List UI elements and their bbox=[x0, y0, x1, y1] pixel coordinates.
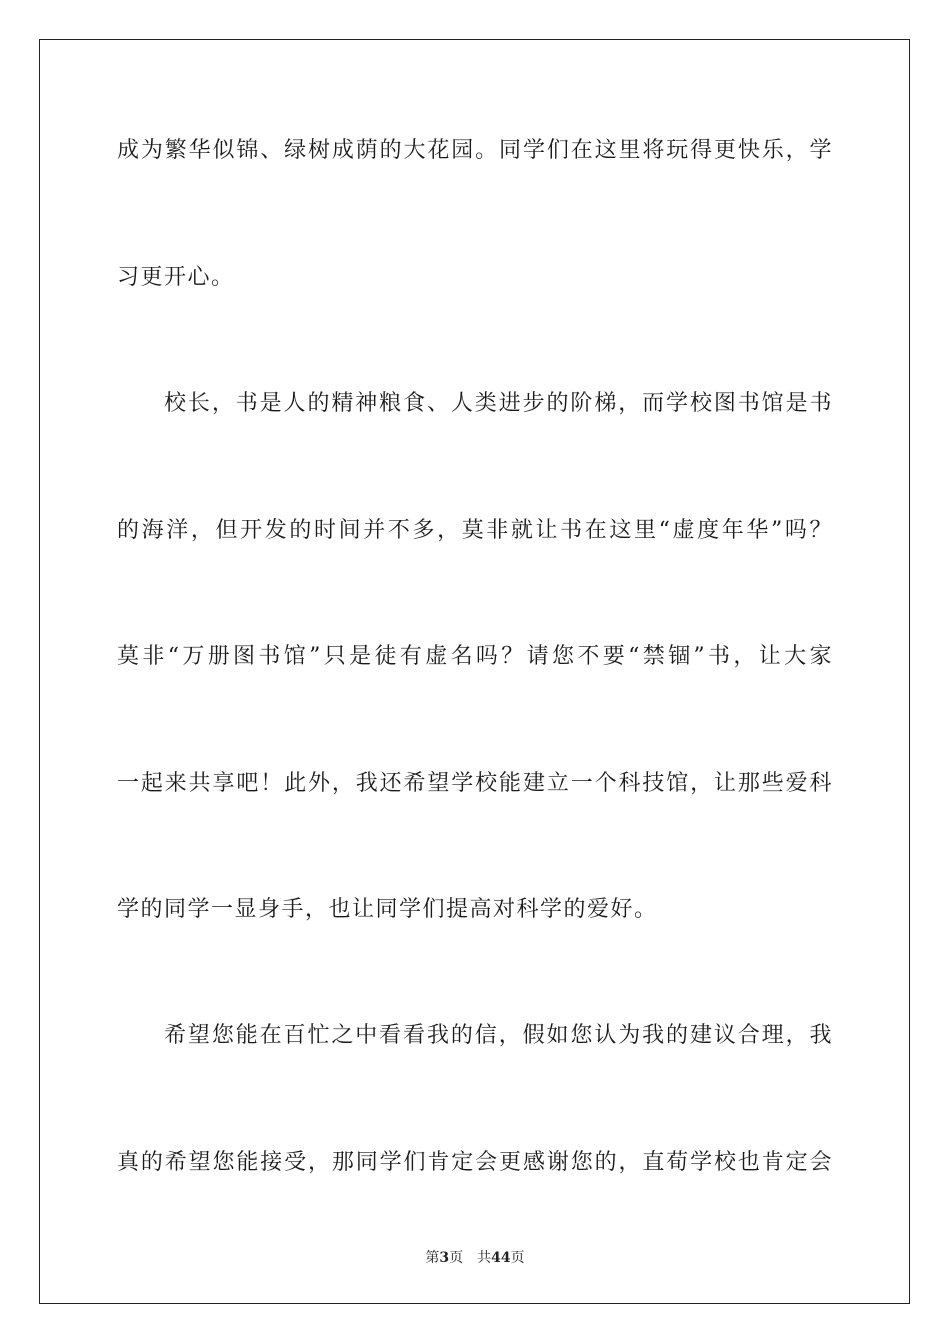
page-suffix: 页 bbox=[449, 1250, 464, 1266]
page-footer bbox=[0, 1248, 950, 1268]
total-pages: 44 bbox=[491, 1250, 511, 1266]
text-line: 的海洋，但开发的时间并不多，莫非就让书在这里“虚度年华”吗？ bbox=[117, 518, 833, 543]
text-line: 成为繁华似锦、绿树成荫的大花园。同学们在这里将玩得更快乐，学 bbox=[117, 138, 833, 163]
page-prefix: 第 bbox=[425, 1250, 440, 1266]
text-line: 习更开心。 bbox=[117, 265, 235, 290]
text-line: 莫非“万册图书馆”只是徒有虚名吗？请您不要“禁锢”书，让大家 bbox=[117, 644, 833, 669]
text-line: 真的希望您能接受，那同学们肯定会更感谢您的，直荀学校也肯定会 bbox=[117, 1150, 833, 1175]
paragraph-first-line: 希望您能在百忙之中看看我的信，假如您认为我的建议合理，我 bbox=[164, 1023, 833, 1048]
total-prefix: 共 bbox=[477, 1250, 492, 1266]
text-line: 一起来共享吧！此外，我还希望学校能建立一个科技馆，让那些爱科 bbox=[117, 771, 833, 796]
text-line: 学的同学一显身手，也让同学们提高对科学的爱好。 bbox=[117, 897, 658, 922]
total-suffix: 页 bbox=[510, 1250, 525, 1266]
paragraph-first-line: 校长，书是人的精神粮食、人类进步的阶梯，而学校图书馆是书 bbox=[164, 391, 833, 416]
page-number: 3 bbox=[439, 1250, 450, 1266]
